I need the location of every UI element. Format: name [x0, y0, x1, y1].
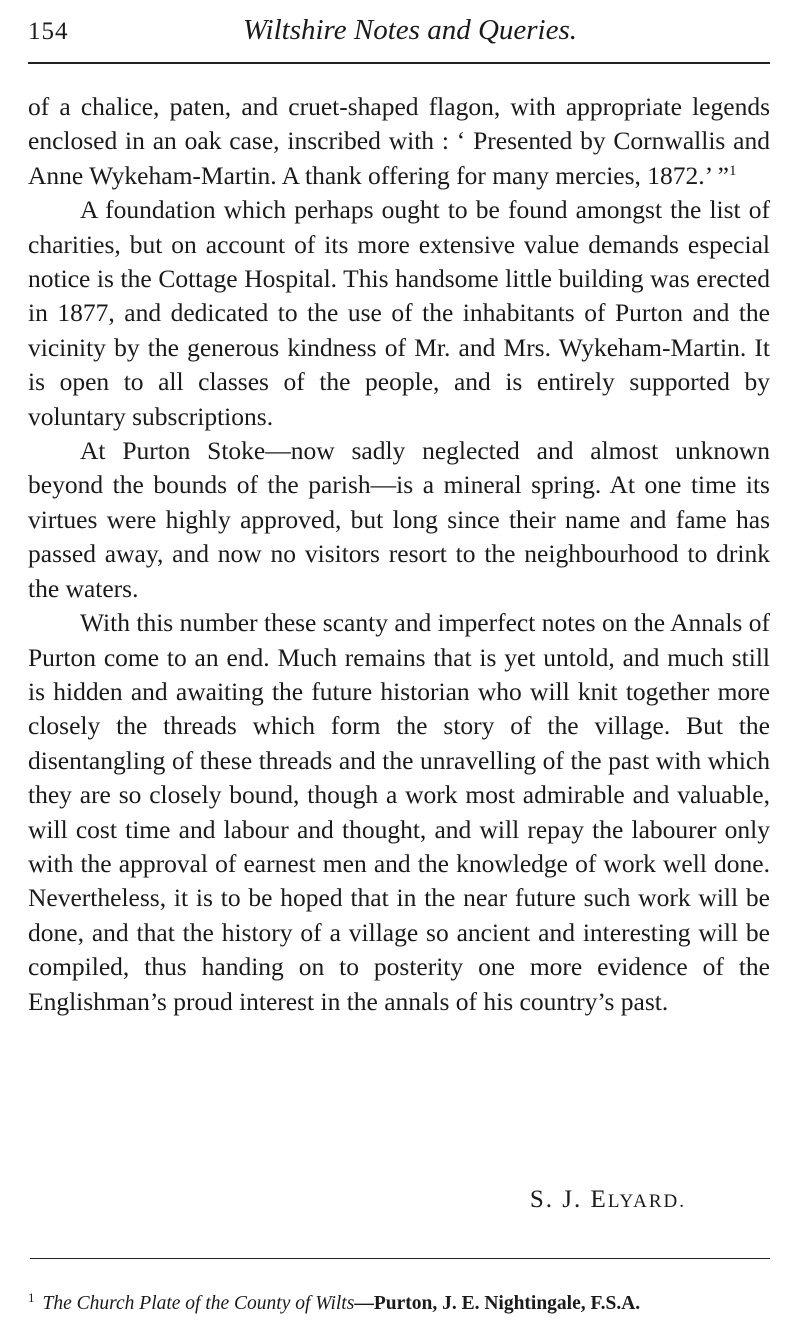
paragraph-4: With this number these scanty and imperfect notes on the Annals of Purton come to an end. Much remains that is yet untold, and much still is hidden and awaiting the future historian who will knit together more closely the threads which form the story of the village. But the disentangling of these threads and the unravelling of the past with which they are so closely bound, though a work most admirable and valuable, will cost time and labour and thought, and will repay the labourer only with the approval of earnest men and the knowledge of work well done. Nevertheless, it is to be hoped that in the near future such work will be done, and that the history of a village so ancient and interesting will be compiled, thus handing on to posterity one more evidence of the Englishman’s proud interest in the annals of his country’s past.: [28, 608, 770, 1016]
footnote-title: The Church Plate of the County of Wilts: [42, 1293, 355, 1314]
paragraph-2: A foundation which perhaps ought to be found amongst the list of charities, but on account of its more extensive value demands especial notice is the Cottage Hospital. This handsome little building was erected in 1877, and dedicated to the use of the inhabitants of Purton and the vicinity by the generous kindness of Mr. and Mrs. Wykeham-Martin. It is open to all classes of the people, and is entirely supported by voluntary subscriptions.: [28, 195, 770, 431]
paragraph-1-text: of a chalice, paten, and cruet-shaped flagon, with appropriate legends enclosed in an oak case, inscribed with : ‘ Presented by Cornwallis and Anne Wykeham-Martin. A thank offering for many mercies, 1872.’ ”: [28, 92, 770, 190]
page-number: 154: [28, 18, 69, 45]
signature-initials: S. J. E: [529, 1186, 608, 1213]
author-signature: [28, 1186, 686, 1214]
header-rule: [28, 62, 770, 64]
paragraph-3: At Purton Stoke—now sadly neglected and almost unknown beyond the bounds of the parish—is a mineral spring. At one time its virtues were highly approved, but long since their name and fame has passed away, and now no visitors resort to the neighbourhood to drink the waters.: [28, 436, 770, 603]
signature-surname: LYARD.: [607, 1191, 686, 1212]
footnote: [28, 1290, 773, 1315]
running-title: Wiltshire Notes and Queries.: [242, 14, 578, 46]
page-header: [28, 14, 772, 52]
document-page: [28, 14, 772, 1314]
footnote-mark: 1: [28, 1290, 35, 1305]
footnote-reference: 1: [728, 162, 737, 179]
footnote-citation: —Purton, J. E. Nightingale, F.S.A.: [354, 1293, 641, 1314]
footnote-rule: [30, 1258, 770, 1259]
body-text: [28, 90, 770, 1019]
paragraph-1: [28, 90, 770, 193]
